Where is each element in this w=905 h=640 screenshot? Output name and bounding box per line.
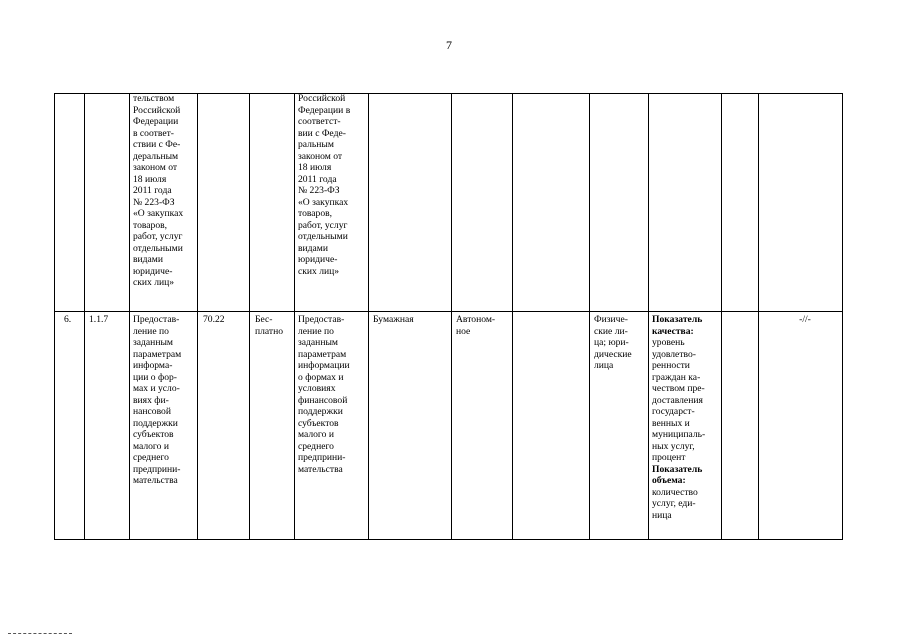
text-line: виях фи-	[133, 394, 169, 406]
indicator-heading: Показатель	[652, 463, 703, 475]
text-line: в соответ-	[133, 127, 174, 139]
text-line: дические	[594, 348, 632, 360]
indicator-heading: объема:	[652, 475, 686, 486]
text-line: Российской	[133, 104, 181, 116]
text-line: ление по	[133, 325, 169, 337]
text-line: № 223-ФЗ	[298, 185, 340, 196]
text-line: о формах и	[298, 371, 344, 383]
service-code: 1.1.7	[89, 314, 109, 325]
text-line: ренности	[652, 360, 690, 371]
text-line: юридиче-	[298, 254, 338, 265]
text-line: № 223-ФЗ	[133, 196, 175, 208]
page-number: 7	[446, 38, 452, 52]
text-line: товаров,	[298, 208, 333, 219]
text-line: ное	[456, 325, 471, 337]
text-line: среднего	[133, 452, 169, 463]
col-border	[758, 93, 759, 540]
col-border	[721, 93, 722, 540]
text-line: граждан ка-	[652, 371, 701, 383]
text-line: заданным	[133, 337, 173, 348]
text-line: условиях	[298, 383, 336, 394]
text-line: уровень	[652, 337, 685, 348]
text-line: 2011 года	[133, 185, 172, 196]
continued-service-content	[298, 93, 366, 277]
text-line: мах и усло-	[133, 383, 180, 394]
text-line: «О закупках	[133, 208, 184, 219]
text-line: услуг, еди-	[652, 498, 696, 509]
text-line: малого и	[133, 440, 169, 452]
table-bottom-border	[54, 539, 843, 540]
text-line: Федерации в	[298, 104, 351, 116]
text-line: Автоном-	[456, 314, 496, 325]
col-border	[294, 93, 295, 540]
text-line: информа-	[133, 360, 173, 371]
text-line: платно	[255, 325, 284, 337]
text-line: деральным	[133, 150, 179, 162]
text-line: ца; юри-	[594, 337, 629, 348]
indicator-heading: качества:	[652, 325, 694, 337]
text-line: Бес-	[255, 314, 273, 325]
text-line: 2011 года	[298, 173, 337, 185]
text-line: юридиче-	[133, 265, 173, 277]
text-line: мательства	[133, 475, 178, 486]
consumer-categories	[594, 314, 646, 372]
text-line: количество	[652, 486, 698, 498]
text-line: удовлетво-	[652, 348, 696, 360]
text-line: ница	[652, 509, 672, 521]
text-line: вии с Феде-	[298, 127, 346, 139]
text-line: лица	[594, 360, 614, 371]
text-line: отдельными	[133, 242, 183, 254]
service-name	[133, 314, 195, 487]
text-line: видами	[133, 254, 164, 265]
text-line: ских лиц»	[133, 277, 175, 288]
text-line: работ, услуг	[298, 219, 348, 231]
text-line: поддержки	[133, 417, 178, 429]
text-line: законом от	[133, 162, 178, 173]
provision-form: Бумажная	[373, 314, 414, 325]
col-border	[54, 93, 55, 540]
text-line: среднего	[298, 440, 334, 452]
text-line: параметрам	[298, 348, 347, 360]
text-line: «О закупках	[298, 196, 349, 208]
payment-type	[255, 314, 293, 337]
text-line: 18 июля	[133, 173, 167, 185]
text-line: 18 июля	[298, 162, 332, 173]
okved-code: 70.22	[203, 314, 225, 325]
text-line: нансовой	[133, 406, 171, 417]
row-number: 6.	[64, 314, 72, 325]
col-border	[129, 93, 130, 540]
text-line: чеством пре-	[652, 383, 705, 394]
text-line: процент	[652, 452, 686, 463]
institution-type	[456, 314, 510, 337]
col-border	[84, 93, 85, 540]
text-line: доставления	[652, 394, 703, 406]
service-content	[298, 314, 366, 475]
text-line: муниципаль-	[652, 429, 706, 440]
text-line: Физиче-	[594, 314, 628, 325]
text-line: ции о фор-	[133, 371, 178, 383]
text-line: Российской	[298, 93, 346, 104]
text-line: ствии с Фе-	[133, 139, 181, 150]
col-border	[368, 93, 369, 540]
col-border	[589, 93, 590, 540]
text-line: ных услуг,	[652, 440, 695, 452]
text-line: заданным	[298, 337, 338, 348]
text-line: поддержки	[298, 406, 343, 417]
text-line: законом от	[298, 150, 343, 162]
scan-artifact	[8, 633, 72, 636]
text-line: тельством	[133, 93, 175, 104]
col-border	[197, 93, 198, 540]
text-line: ских лиц»	[298, 265, 340, 277]
text-line: Предостав-	[298, 314, 345, 325]
col-border	[451, 93, 452, 540]
text-line: Предостав-	[133, 314, 180, 325]
text-line: ление по	[298, 325, 334, 337]
text-line: соответст-	[298, 116, 341, 127]
text-line: предприни-	[298, 452, 346, 463]
indicator-heading: Показатель	[652, 314, 703, 325]
text-line: малого и	[298, 429, 334, 440]
text-line: субъектов	[298, 417, 339, 429]
text-line: субъектов	[133, 429, 174, 440]
text-line: мательства	[298, 463, 343, 475]
col-border	[249, 93, 250, 540]
continued-service-name	[133, 93, 195, 289]
text-line: ские ли-	[594, 325, 628, 337]
col-border	[842, 93, 843, 540]
ditto-mark: -//-	[799, 314, 811, 325]
row-divider	[54, 311, 843, 312]
text-line: отдельными	[298, 231, 348, 242]
text-line: венных и	[652, 417, 690, 429]
text-line: работ, услуг	[133, 231, 183, 242]
text-line: предприни-	[133, 463, 181, 475]
text-line: видами	[298, 242, 329, 254]
text-line: параметрам	[133, 348, 182, 360]
text-line: финансовой	[298, 394, 348, 406]
text-line: государст-	[652, 406, 695, 417]
services-table	[54, 93, 843, 540]
text-line: ральным	[298, 139, 334, 150]
text-line: информации	[298, 360, 350, 371]
text-line: Федерации	[133, 116, 179, 127]
col-border	[512, 93, 513, 540]
service-indicators	[652, 314, 718, 521]
col-border	[648, 93, 649, 540]
text-line: товаров,	[133, 219, 168, 231]
